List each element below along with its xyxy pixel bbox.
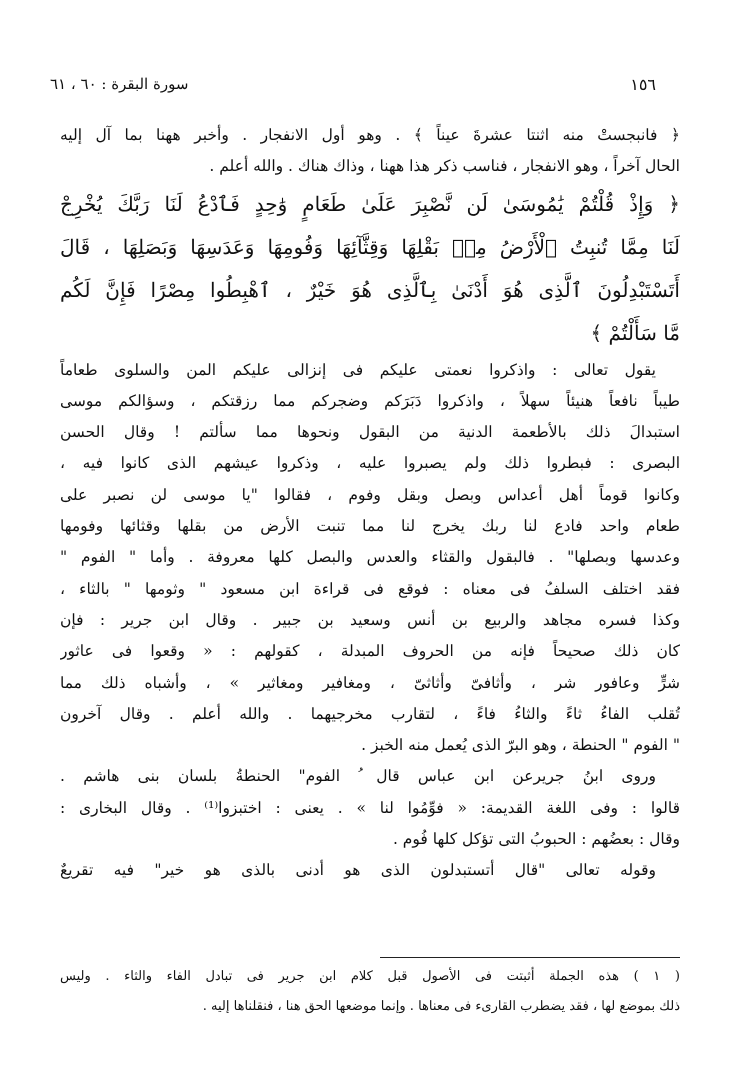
verse-line: أَتَسْتَبْدِلُونَ ٱلَّذِى هُوَ أَدْنَىٰ بِٱلَّذِى هُوَ خَيْرٌ ، ٱهْبِطُوا مِصْرًا فَإِنَّ لَكُم	[60, 277, 680, 302]
paragraph-intro	[60, 120, 680, 183]
verse-line: مَّا سَأَلْتُمْ ﴾	[590, 320, 680, 345]
quran-verse	[60, 183, 680, 355]
text-line: فقد اختلف السلفُ فى معناه : فوقع فى قراءة ابن مسعود " وثومها " بالثاء ،	[60, 579, 680, 598]
text-line: وقال : بعضُهم : الحبوبُ التى تؤكل كلها فُوم .	[392, 830, 680, 849]
text-line: استبدالَ ذلك بالأطعمة الدنية من البقول ونحوها مما سألتم ! وقال الحسن	[60, 423, 680, 442]
verse-line: لَنَا مِمَّا تُنبِتُ ٱلْأَرْضُ مِنۢ بَقْلِهَا وَقِثَّآئِهَا وَفُومِهَا وَعَدَسِهَا وَبَصَلِهَا ، قَالَ	[60, 234, 680, 259]
text-line: ﴿ فانبجستْ منه اثنتا عشرةَ عيناً ﴾ . وهو أول الانفجار . وأخبر ههنا بما آل إليه	[60, 126, 680, 144]
text-line: شرٍّ وعافور شر ، وأثافىّ وأثاثىّ ، ومغافير ومغاثير » ، وأشباه ذلك مما	[60, 673, 680, 692]
text-line: البصرى : فبطروا ذلك ولم يصبروا عليه ، وذكروا عيشهم الذى كانوا فيه ،	[60, 454, 680, 473]
text-line: تُقلب الفاءُ ثاءً والثاءُ فاءً ، لتقارب مخرجيهما . والله أعلم . وقال آخرون	[60, 704, 680, 723]
text-line: طيباً نافعاً هنيئاً سهلاً ، واذكروا دَبَرَكم وضجركم مما رزقتكم ، وسؤالكم موسى	[60, 391, 680, 410]
footnote-line: ذلك بموضع لها ، فقد يضطرب القارىء فى معناها . وإنما موضعها الحق هنا ، فنقلناها إليه .	[202, 999, 680, 1014]
text-line: وكانوا قوماً أهل أعداس وبصل وبقل وفوم ، فقالوا "يا موسى لن نصبر على	[60, 485, 680, 504]
verse-line: ﴿ وَإِذْ قُلْتُمْ يَٰمُوسَىٰ لَن نَّصْبِرَ عَلَىٰ طَعَامٍ وَٰحِدٍ فَٱدْعُ لَنَا رَبَّكَ يُخْرِجْ	[60, 191, 680, 216]
footnotes	[60, 957, 680, 1022]
paragraph-commentary	[60, 355, 680, 762]
running-title: سورة البقرة : ٦٠ ، ٦١	[50, 75, 189, 93]
text-line: طعام واحد فادع لنا ربك يخرج لنا مما تنبت الأرض من بقلها وقثائها وفومها	[60, 517, 680, 536]
text-line: قالوا : وفى اللغة القديمة: « فوِّمُوا لنا » . يعنى : اختبزوا⁽¹⁾ . وقال البخارى :	[60, 798, 680, 817]
paragraph-narration	[60, 761, 680, 855]
paragraph-closing	[60, 855, 680, 886]
page-number: ١٥٦	[630, 74, 656, 94]
text-line: وروى ابنُ جريرعن ابن عباس قال ُ الفوم" الحنطةُ بلسان بنى هاشم .	[60, 767, 656, 786]
text-line: يقول تعالى : واذكروا نعمتى عليكم فى إنزالى عليكم المن والسلوى طعاماً	[60, 360, 656, 379]
text-line: " الفوم " الحنطة ، وهو البرّ الذى يُعمل منه الخبز .	[361, 736, 680, 755]
text-line: وقوله تعالى "قال أتستبدلون الذى هو أدنى بالذى هو خير" فيه تقريعٌ	[60, 861, 656, 880]
page-header	[50, 72, 656, 96]
main-text	[60, 120, 680, 887]
footnote-divider	[380, 957, 680, 958]
text-line: كان ذلك صحيحاً فإنه من الحروف المبدلة ، كقولهم : « وقعوا فى عاثور	[60, 642, 680, 661]
text-line: وكذا فسره مجاهد والربيع بن أنس وسعيد بن جبير . وقال ابن جرير : فإن	[60, 610, 680, 629]
footnote-line: ( ١ ) هذه الجملة أثبتت فى الأصول قبل كلام ابن جرير فى تبادل الفاء والثاء . وليس	[60, 969, 680, 984]
text-line: وعدسها وبصلها" . فالبقول والقثاء والعدس والبصل كلها معروفة . وأما " الفوم "	[60, 548, 680, 567]
text-line: الحال آخراً ، وهو الانفجار ، فناسب ذكر هذا ههنا ، وذاك هناك . والله أعلم .	[209, 157, 680, 176]
